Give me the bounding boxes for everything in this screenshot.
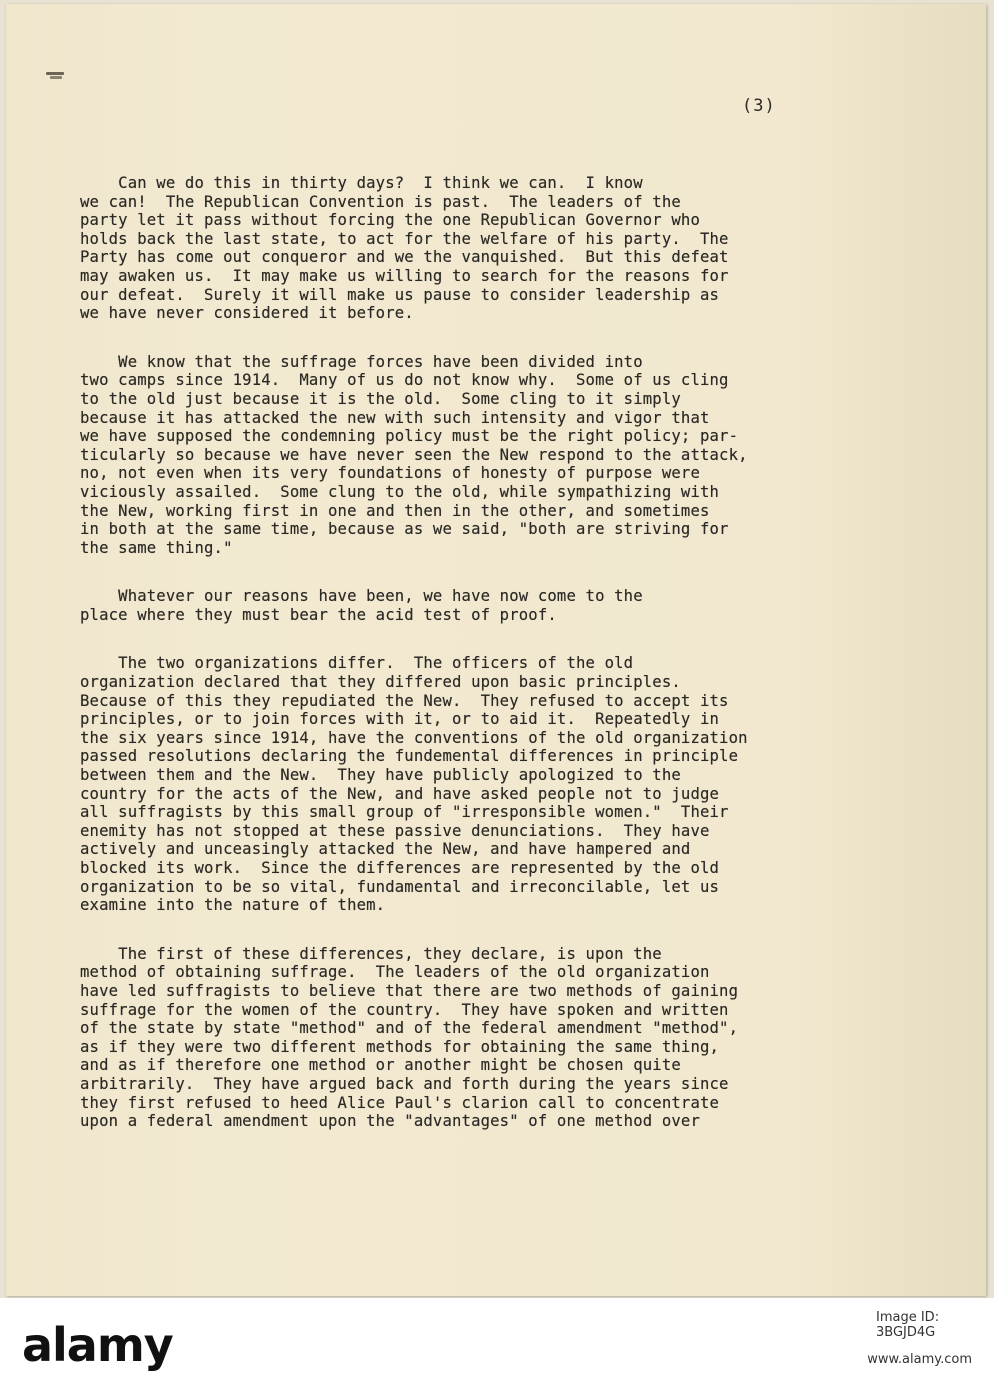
text-line: place where they must bear the acid test of proof. xyxy=(80,605,557,624)
image-id: Image ID: 3BGJD4G xyxy=(876,1310,940,1340)
text-line: method of obtaining suffrage. The leaders of the old organization xyxy=(80,963,710,982)
text-line: have led suffragists to believe that there are two methods of gaining xyxy=(80,981,739,1000)
text-line: and as if therefore one method or another might be chosen quite xyxy=(80,1056,681,1075)
page-number: (3) xyxy=(742,96,776,116)
paragraph xyxy=(80,174,880,323)
text-line: they first refused to heed Alice Paul's clarion call to concentrate xyxy=(80,1093,720,1112)
document-body xyxy=(80,174,880,1161)
text-line: Because of this they repudiated the New. They refused to accept its xyxy=(80,691,729,710)
text-line: the same thing." xyxy=(80,538,233,557)
text-line: enemity has not stopped at these passive denunciations. They have xyxy=(80,821,710,840)
paragraph xyxy=(80,587,880,624)
text-line: as if they were two different methods for obtaining the same thing, xyxy=(80,1037,720,1056)
text-line: all suffragists by this small group of "irresponsible women." Their xyxy=(80,803,729,822)
text-line: We know that the suffrage forces have been divided into xyxy=(80,352,643,371)
staple-mark xyxy=(46,72,64,75)
text-line: actively and unceasingly attacked the New, and have hampered and xyxy=(80,840,691,859)
text-line: principles, or to join forces with it, or to aid it. Repeatedly in xyxy=(80,710,720,729)
text-line: in both at the same time, because as we said, "both are striving for xyxy=(80,520,729,539)
paragraph xyxy=(80,945,880,1131)
text-line: between them and the New. They have publicly apologized to the xyxy=(80,766,681,785)
text-line: Whatever our reasons have been, we have now come to the xyxy=(80,587,643,606)
site-url: www.alamy.com xyxy=(867,1352,972,1367)
text-line: holds back the last state, to act for the welfare of his party. The xyxy=(80,229,729,248)
text-line: passed resolutions declaring the fundemental differences in principle xyxy=(80,747,739,766)
text-line: our defeat. Surely it will make us pause to consider leadership as xyxy=(80,285,720,304)
paragraph xyxy=(80,353,880,558)
text-line: organization declared that they differed upon basic principles. xyxy=(80,673,681,692)
text-line: party let it pass without forcing the one Republican Governor who xyxy=(80,211,700,230)
text-line: ticularly so because we have never seen the New respond to the attack, xyxy=(80,445,748,464)
text-line: suffrage for the women of the country. They have spoken and written xyxy=(80,1000,729,1019)
staple-mark xyxy=(50,76,62,79)
text-line: Party has come out conqueror and we the vanquished. But this defeat xyxy=(80,248,729,267)
text-line: upon a federal amendment upon the "advantages" of one method over xyxy=(80,1112,700,1131)
text-line: examine into the nature of them. xyxy=(80,896,386,915)
text-line: the New, working first in one and then in the other, and sometimes xyxy=(80,501,710,520)
text-line: no, not even when its very foundations of honesty of purpose were xyxy=(80,464,700,483)
text-line: because it has attacked the new with such intensity and vigor that xyxy=(80,408,710,427)
text-line: organization to be so vital, fundamental and irreconcilable, let us xyxy=(80,877,720,896)
text-line: arbitrarily. They have argued back and forth during the years since xyxy=(80,1074,729,1093)
text-line: to the old just because it is the old. Some cling to it simply xyxy=(80,389,681,408)
alamy-logo: alamy xyxy=(22,1318,173,1372)
paragraph xyxy=(80,654,880,914)
text-line: may awaken us. It may make us willing to search for the reasons for xyxy=(80,266,729,285)
text-line: country for the acts of the New, and have asked people not to judge xyxy=(80,784,720,803)
text-line: blocked its work. Since the differences are represented by the old xyxy=(80,859,720,877)
text-line: we have supposed the condemning policy must be the right policy; par- xyxy=(80,427,739,446)
text-line: The two organizations differ. The officers of the old xyxy=(80,654,634,673)
text-line: we have never considered it before. xyxy=(80,304,414,323)
text-line: the six years since 1914, have the conventions of the old organization xyxy=(80,728,748,747)
text-line: Can we do this in thirty days? I think we can. I know xyxy=(80,174,643,192)
text-line: of the state by state "method" and of the federal amendment "method", xyxy=(80,1019,739,1038)
text-line: two camps since 1914. Many of us do not know why. Some of us cling xyxy=(80,371,729,390)
text-line: we can! The Republican Convention is past. The leaders of the xyxy=(80,192,681,211)
text-line: viciously assailed. Some clung to the old, while sympathizing with xyxy=(80,482,720,501)
text-line: The first of these differences, they declare, is upon the xyxy=(80,944,662,963)
